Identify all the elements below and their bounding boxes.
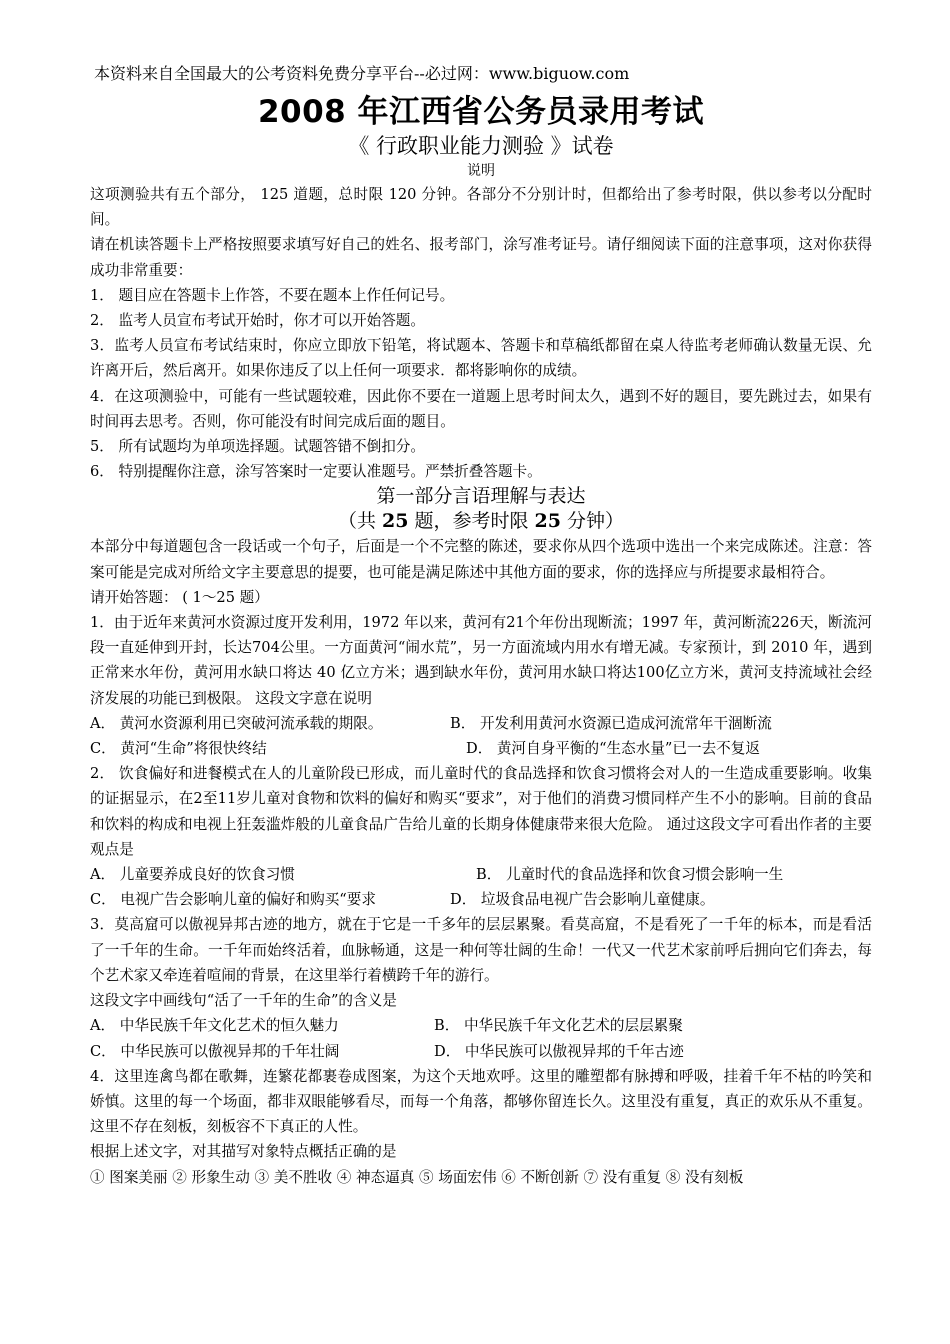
q1-options-row-2 — [90, 736, 872, 761]
q1-option-a: A． 黄河水资源利用已突破河流承载的期限。 — [90, 714, 383, 732]
note-5: 5． 所有试题均为单项选择题。试题答错不倒扣分。 — [90, 438, 425, 456]
q2-option-c: C． 电视广告会影响儿童的偏好和购买“要求 — [90, 891, 376, 909]
q4-stem: 4．这里连禽鸟都在歌舞，连繁花都裹卷成图案，为这个天地欢呼。这里的雕塑都有脉搏和呼吸，挂着千年不枯的吟笑和娇慎。这里的每一个场面，都非双眼能够看尽，而每一个角落，都够你留连长久。这里没有重复，真正的欢乐从不重复。这里不存在刻板，刻板容不下真正的人性。 — [90, 1067, 872, 1136]
part1-start: 请开始答题： ( 1～25 题） — [90, 588, 269, 606]
q3-stem: 3．莫高窟可以傲视异邦古迹的地方，就在于它是一千多年的层层累聚。看莫高窟，不是看死了一千年的标本，而是看活了一千年的生命。一千年而始终活着，血脉畅通，这是一种何等壮阔的生命！一代又一代艺术家前呼后拥向它们奔去，每个艺术家又牵连着喧闹的背景，在这里举行着横跨千年的游行。 — [90, 916, 872, 984]
document-page — [90, 62, 872, 1190]
note-4: 4．在这项测验中，可能有一些试题较难，因此你不要在一道题上思考时间太久，遇到不好的题目，要先跳过去，如果有时间再去思考。否则，你可能没有时间完成后面的题目。 — [90, 387, 872, 430]
q3-option-a: A． 中华民族千年文化艺术的恒久魅力 — [90, 1017, 339, 1035]
q3-option-c: C． 中华民族可以傲视异邦的千年壮阔 — [90, 1042, 340, 1060]
part1-instructions: 本部分中每道题包含一段话或一个句子，后面是一个不完整的陈述，要求你从四个选项中选出一个来完成陈述。注意：答案可能是完成对所给文字主要意思的提要，也可能是满足陈述中其他方面的要求，你的选择应与所提要求最相符合。 — [90, 538, 872, 581]
q1-option-d: D． 黄河自身平衡的“生态水量”已一去不复返 — [466, 740, 760, 758]
q2-options-row-1 — [90, 862, 872, 887]
q2-option-d: D． 垃圾食品电视广告会影响儿童健康。 — [450, 891, 715, 909]
intro-paragraph-2: 请在机读答题卡上严格按照要求填写好自己的姓名、报考部门，涂写准考证号。请仔细阅读下面的注意事项，这对你获得成功非常重要： — [90, 236, 872, 279]
q3-options-row-1 — [90, 1013, 872, 1038]
q4-choices: ① 图案美丽 ② 形象生动 ③ 美不胜收 ④ 神态逼真 ⑤ 场面宏伟 ⑥ 不断创新 ⑦ 没有重复 ⑧ 没有刻板 — [90, 1168, 744, 1186]
q2-options-row-2 — [90, 887, 872, 912]
sub-title: 《 行政职业能力测验 》试卷 — [348, 134, 614, 158]
q1-option-b: B． 开发利用黄河水资源已造成河流常年干涸断流 — [450, 714, 772, 732]
q3-option-d: D． 中华民族可以傲视异邦的千年古迹 — [434, 1042, 684, 1060]
intro-heading: 说明 — [467, 163, 495, 179]
q1-option-c: C． 黄河“生命”将很快终结 — [90, 740, 267, 758]
note-6: 6． 特别提醒你注意，涂写答案时一定要认准题号。严禁折叠答题卡。 — [90, 463, 542, 481]
main-title: 2008 年江西省公务员录用考试 — [257, 94, 705, 130]
part1-subtitle: （共 25 题，参考时限 25 分钟） — [337, 510, 625, 533]
note-2: 2． 监考人员宣布考试开始时，你才可以开始答题。 — [90, 312, 425, 330]
q2-option-b: B． 儿童时代的食品选择和饮食习惯会影响一生 — [476, 866, 784, 884]
q1-options-row-1 — [90, 711, 872, 736]
q3-question: 这段文字中画线句“活了一千年的生命”的含义是 — [90, 992, 397, 1010]
part1-title: 第一部分言语理解与表达 — [376, 485, 586, 508]
q4-question: 根据上述文字，对其描写对象特点概括正确的是 — [90, 1143, 397, 1161]
intro-paragraph-1: 这项测验共有五个部分， 125 道题，总时限 120 分钟。各部分不分别计时，但都给出了参考时限，供以参考以分配时间。 — [90, 186, 872, 229]
q1-stem: 1．由于近年来黄河水资源过度开发利用，1972 年以来，黄河有21个年份出现断流；1997 年，黄河断流226天，断流河段一直延伸到开封，长达704公里。一方面黄河“闹水荒”，另一方面流域内用水有增无减。专家预计，到 2010 年，遇到正常来水年份，黄河用水缺口将达 40 亿立方米；遇到缺水年份，黄河用水缺口将达100亿立方米，黄河支持流域社会经济发展的功能已到极限。 这段文字意在说明 — [90, 614, 872, 707]
q2-stem: 2． 饮食偏好和进餐模式在人的儿童阶段已形成，而儿童时代的食品选择和饮食习惯将会对人的一生造成重要影响。收集的证据显示，在2至11岁儿童对食物和饮料的偏好和购买“要求”，对于他们的消费习惯同样产生不小的影响。目前的食品和饮料的构成和电视上狂轰滥炸般的儿童食品广告给儿童的长期身体健康带来很大危险。 通过这段文字可看出作者的主要观点是 — [90, 765, 872, 858]
source-line: 本资料来自全国最大的公考资料免费分享平台--必过网：www.biguow.com — [94, 64, 630, 83]
note-1: 1． 题目应在答题卡上作答，不要在题本上作任何记号。 — [90, 286, 455, 304]
q2-option-a: A． 儿童要养成良好的饮食习惯 — [90, 866, 295, 884]
note-3: 3．监考人员宣布考试结束时，你应立即放下铅笔，将试题本、答题卡和草稿纸都留在桌人待监考老师确认数量无误、允许离开后，然后离开。如果你违反了以上任何一项要求．都将影响你的成绩。 — [90, 337, 872, 380]
q3-options-row-2 — [90, 1039, 872, 1064]
q3-option-b: B． 中华民族千年文化艺术的层层累聚 — [434, 1017, 683, 1035]
